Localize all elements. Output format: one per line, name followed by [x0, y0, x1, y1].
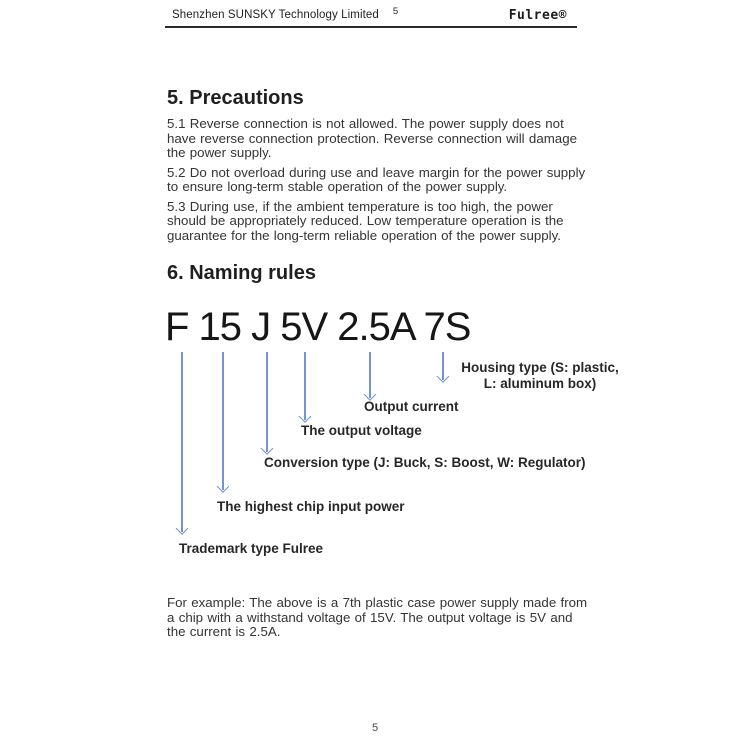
model-code: F 15 J 5V 2.5A 7S [165, 305, 471, 349]
label-chip-input-power: The highest chip input power [217, 499, 405, 514]
page-number: 5 [371, 722, 379, 734]
label-trademark-type: Trademark type Fulree [179, 541, 324, 556]
precaution-item-2: 5.2 Do not overload during use and leave margin for the power supply to ensure long-term stable operation of the power supply. [167, 164, 586, 195]
precaution-item-1: 5.1 Reverse connection is not allowed. The power supply does not have reverse connection protection. Reverse connection will damage the power supply. [167, 116, 577, 161]
brand-logo: Fulree® [508, 8, 567, 23]
precautions-heading: 5. Precautions [167, 87, 304, 109]
page-header [165, 3, 577, 28]
label-conversion-type: Conversion type (J: Buck, S: Boost, W: Regulator) [264, 455, 586, 470]
header-superscript: 5 [392, 6, 399, 17]
down-arrow-current-icon [369, 352, 371, 398]
naming-rules-heading: 6. Naming rules [167, 262, 316, 284]
label-housing-type: Housing type (S: plastic, L: aluminum box) [461, 360, 619, 391]
down-arrow-conversion-icon [266, 352, 268, 452]
precautions-paragraphs [167, 117, 591, 248]
down-arrow-voltage-icon [304, 352, 306, 420]
label-output-current: Output current [364, 399, 459, 414]
down-arrow-chip-power-icon [222, 352, 224, 490]
example-paragraph: For example: The above is a 7th plastic case power supply made from a chip with a withstand voltage of 15V. The output voltage is 5V and the current is 2.5A. [167, 595, 588, 640]
down-arrow-housing-icon [442, 352, 444, 380]
precaution-item-3: 5.3 During use, if the ambient temperature is too high, the power should be appropriately reduced. Low temperature operation is the guarantee for the long-term reliable operation of the power supply. [167, 198, 564, 243]
down-arrow-trademark-icon [181, 352, 183, 532]
label-output-voltage: The output voltage [301, 423, 422, 438]
company-name: Shenzhen SUNSKY Technology Limited [172, 9, 379, 21]
header-left [172, 5, 398, 23]
